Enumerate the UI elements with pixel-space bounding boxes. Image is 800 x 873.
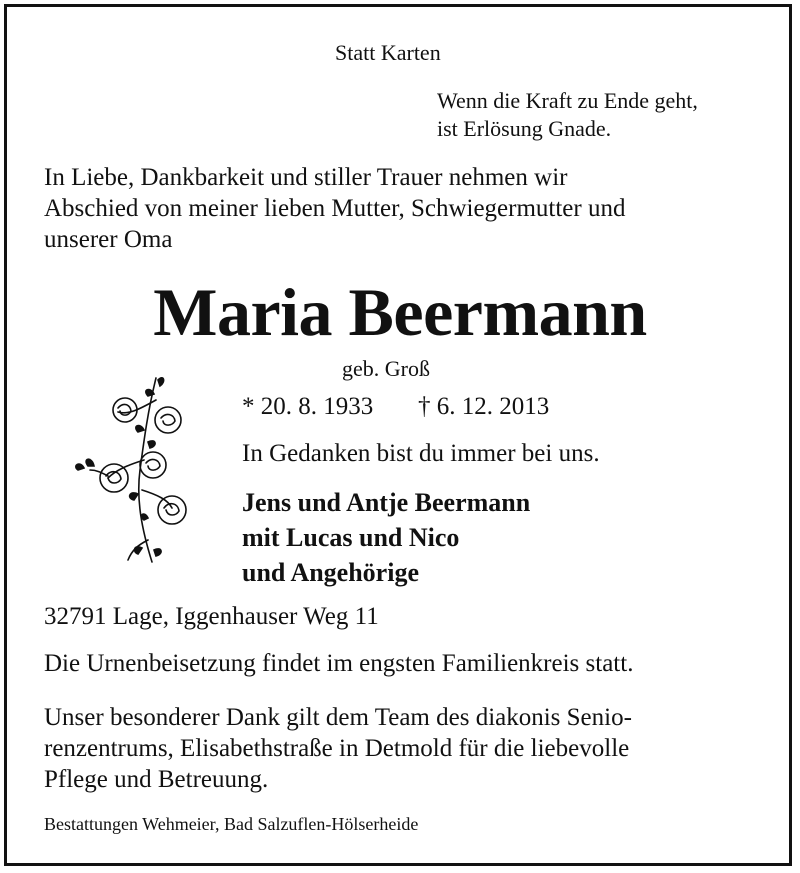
quote-line-1: Wenn die Kraft zu Ende geht, — [437, 88, 698, 113]
address: 32791 Lage, Iggenhauser Weg 11 — [44, 603, 379, 630]
mourners-line-3: und Angehörige — [242, 558, 419, 587]
death-date: † 6. 12. 2013 — [418, 393, 550, 420]
mourners-line-2: mit Lucas und Nico — [242, 523, 460, 552]
thanks-line-3: Pflege und Betreuung. — [44, 766, 269, 793]
memory-line: In Gedanken bist du immer bei uns. — [242, 440, 600, 467]
rose-branch-icon — [68, 370, 198, 570]
statt-karten: Statt Karten — [335, 40, 441, 65]
mourners-line-1: Jens und Antje Beermann — [242, 488, 531, 517]
intro-line-2: Abschied von meiner lieben Mutter, Schwiegermutter und — [44, 195, 626, 222]
birth-date: * 20. 8. 1933 — [242, 393, 374, 420]
birth-name: geb. Groß — [342, 356, 430, 381]
thanks-line-2: renzentrums, Elisabethstraße in Detmold für die liebevolle — [44, 735, 630, 762]
burial-note: Die Urnenbeisetzung findet im engsten Familienkreis statt. — [44, 650, 634, 677]
thanks-line-1: Unser besonderer Dank gilt dem Team des diakonis Senio- — [44, 704, 632, 731]
deceased-name: Maria Beermann — [153, 274, 647, 350]
intro-line-1: In Liebe, Dankbarkeit und stiller Trauer nehmen wir — [44, 164, 568, 191]
quote-line-2: ist Erlösung Gnade. — [437, 116, 612, 141]
intro-line-3: unserer Oma — [44, 226, 173, 253]
undertaker: Bestattungen Wehmeier, Bad Salzuflen-Hölserheide — [44, 814, 419, 834]
